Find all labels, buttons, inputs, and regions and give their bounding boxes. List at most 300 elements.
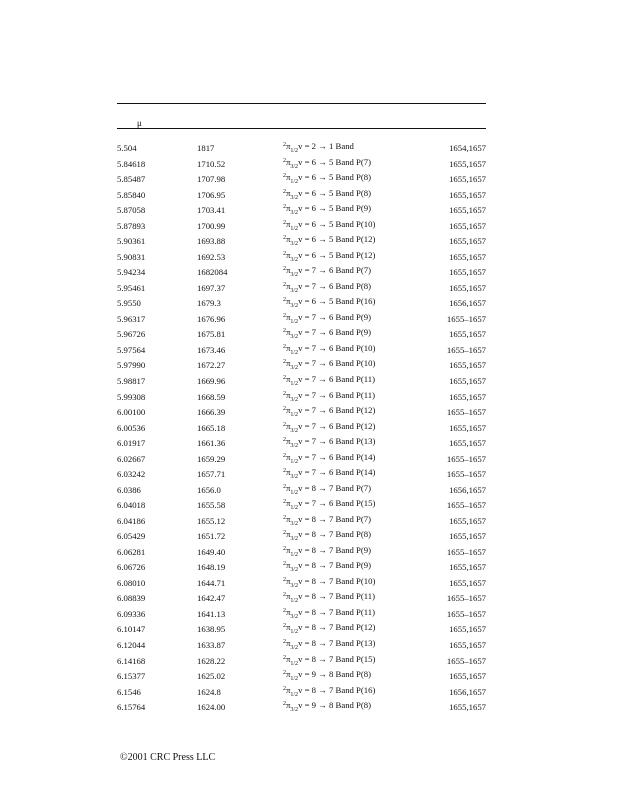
omega-subscript: 3/2 bbox=[290, 536, 299, 543]
omega-subscript: 1/2 bbox=[290, 629, 299, 636]
wavenumber-cell: 1706.95 bbox=[197, 189, 226, 200]
reference-cell: 1655,1657 bbox=[449, 251, 486, 262]
term-symbol: π bbox=[286, 560, 291, 571]
transition-text: v = 7 → 6 Band P(15) bbox=[298, 498, 376, 509]
transition-cell bbox=[283, 452, 375, 464]
term-symbol: π bbox=[286, 451, 291, 462]
multiplicity-superscript: 2 bbox=[283, 374, 286, 381]
transition-text: v = 8 → 7 Band P(16) bbox=[298, 684, 376, 695]
omega-subscript: 3/2 bbox=[290, 474, 299, 481]
omega-subscript: 3/2 bbox=[290, 303, 299, 310]
transition-text: v = 6 → 5 Band P(9) bbox=[298, 203, 372, 214]
omega-subscript: 3/2 bbox=[290, 334, 299, 341]
wavenumber-cell: 1651.72 bbox=[197, 531, 226, 542]
transition-cell bbox=[283, 514, 371, 526]
wavenumber-cell: 1682084 bbox=[197, 267, 228, 278]
term-symbol: π bbox=[286, 498, 291, 509]
reference-cell: 1655–1657 bbox=[446, 655, 486, 666]
transition-text: v = 8 → 7 Band P(8) bbox=[298, 529, 372, 540]
omega-subscript: 1/2 bbox=[290, 412, 299, 419]
term-symbol: π bbox=[286, 436, 291, 447]
wavenumber-cell: 1693.88 bbox=[197, 236, 226, 247]
transition-text: v = 8 → 7 Band P(13) bbox=[298, 638, 376, 648]
multiplicity-superscript: 2 bbox=[283, 437, 286, 444]
transition-text: v = 7 → 6 Band P(14) bbox=[298, 451, 376, 462]
term-symbol: π bbox=[286, 622, 291, 633]
wavelength-cell: 5.96726 bbox=[117, 329, 146, 340]
omega-subscript: 3/2 bbox=[290, 443, 299, 450]
term-symbol: π bbox=[286, 156, 291, 167]
reference-cell: 1655–1657 bbox=[446, 546, 486, 557]
term-symbol: π bbox=[286, 389, 291, 400]
transition-text: v = 7 → 6 Band P(8) bbox=[298, 280, 372, 291]
omega-subscript: 3/2 bbox=[290, 272, 299, 279]
reference-cell: 1655,1657 bbox=[449, 236, 486, 247]
transition-cell bbox=[283, 358, 375, 370]
transition-cell bbox=[283, 560, 371, 572]
transition-cell bbox=[283, 390, 375, 402]
transition-text: v = 7 → 6 Band P(7) bbox=[298, 265, 372, 276]
transition-cell bbox=[283, 343, 375, 355]
wavenumber-cell: 1679.3 bbox=[197, 298, 221, 309]
term-symbol: π bbox=[286, 405, 291, 416]
omega-subscript: 1/2 bbox=[290, 225, 299, 232]
wavenumber-cell: 1656.0 bbox=[197, 484, 221, 495]
reference-cell: 1655,1657 bbox=[449, 360, 486, 371]
transition-cell bbox=[283, 188, 371, 200]
wavenumber-cell: 1633.87 bbox=[197, 640, 226, 650]
data-table bbox=[117, 143, 486, 718]
multiplicity-superscript: 2 bbox=[283, 514, 286, 521]
transition-text: v = 7 → 6 Band P(11) bbox=[298, 373, 376, 384]
omega-subscript: 1/2 bbox=[290, 551, 299, 558]
term-symbol: π bbox=[286, 544, 291, 555]
term-symbol: π bbox=[286, 700, 291, 711]
transition-text: v = 8 → 7 Band P(9) bbox=[298, 544, 372, 555]
wavelength-cell: 5.94234 bbox=[117, 267, 146, 278]
wavenumber-cell: 1628.22 bbox=[197, 655, 226, 666]
transition-cell bbox=[283, 529, 371, 541]
wavenumber-cell: 1692.53 bbox=[197, 251, 226, 262]
multiplicity-superscript: 2 bbox=[283, 250, 286, 257]
wavenumber-cell: 1624.8 bbox=[197, 686, 221, 697]
omega-subscript: 3/2 bbox=[290, 427, 299, 434]
omega-subscript: 1/2 bbox=[290, 458, 299, 465]
term-symbol: π bbox=[286, 280, 291, 291]
transition-cell bbox=[283, 265, 371, 277]
multiplicity-superscript: 2 bbox=[283, 530, 286, 537]
wavenumber-cell: 1624.00 bbox=[197, 702, 226, 713]
wavenumber-cell: 1659.29 bbox=[197, 453, 226, 464]
term-symbol: π bbox=[286, 482, 291, 493]
multiplicity-superscript: 2 bbox=[283, 297, 286, 304]
term-symbol: π bbox=[286, 141, 291, 151]
transition-text: v = 8 → 7 Band P(10) bbox=[298, 575, 376, 586]
transition-text: v = 8 → 7 Band P(12) bbox=[298, 622, 376, 633]
transition-text: v = 7 → 6 Band P(12) bbox=[298, 405, 376, 416]
multiplicity-superscript: 2 bbox=[283, 670, 286, 677]
term-symbol: π bbox=[286, 265, 291, 276]
multiplicity-superscript: 2 bbox=[283, 266, 286, 273]
term-symbol: π bbox=[286, 467, 291, 478]
wavenumber-cell: 1700.99 bbox=[197, 220, 226, 231]
multiplicity-superscript: 2 bbox=[283, 623, 286, 630]
table-header-rule bbox=[117, 128, 486, 129]
reference-cell: 1655,1657 bbox=[449, 174, 486, 185]
reference-cell: 1656,1657 bbox=[449, 686, 486, 697]
wavelength-cell: 5.90831 bbox=[117, 251, 146, 262]
omega-subscript: 1/2 bbox=[290, 660, 299, 667]
multiplicity-superscript: 2 bbox=[283, 483, 286, 490]
reference-cell: 1655–1657 bbox=[446, 453, 486, 464]
transition-cell bbox=[283, 498, 375, 510]
transition-text: v = 6 → 5 Band P(16) bbox=[298, 296, 376, 307]
omega-subscript: 1/2 bbox=[290, 179, 299, 186]
term-symbol: π bbox=[286, 513, 291, 524]
transition-text: v = 7 → 6 Band P(10) bbox=[298, 342, 376, 353]
term-symbol: π bbox=[286, 311, 291, 322]
transition-text: v = 7 → 6 Band P(11) bbox=[298, 389, 376, 400]
wavenumber-cell: 1655.58 bbox=[197, 500, 226, 511]
transition-cell bbox=[283, 545, 371, 557]
transition-cell bbox=[283, 172, 371, 184]
wavenumber-cell: 1672.27 bbox=[197, 360, 226, 371]
transition-cell bbox=[283, 576, 375, 588]
reference-cell: 1655–1657 bbox=[446, 469, 486, 480]
omega-subscript: 3/2 bbox=[290, 582, 299, 589]
omega-subscript: 3/2 bbox=[290, 163, 299, 170]
wavenumber-cell: 1697.37 bbox=[197, 282, 226, 293]
reference-cell: 1655,1657 bbox=[449, 438, 486, 449]
term-symbol: π bbox=[286, 203, 291, 214]
transition-cell bbox=[283, 374, 375, 386]
multiplicity-superscript: 2 bbox=[283, 576, 286, 583]
omega-subscript: 3/2 bbox=[290, 613, 299, 620]
transition-text: v = 7 → 6 Band P(9) bbox=[298, 311, 372, 322]
term-symbol: π bbox=[286, 591, 291, 602]
reference-cell: 1655,1657 bbox=[449, 282, 486, 293]
transition-cell bbox=[283, 296, 375, 308]
reference-cell: 1655,1657 bbox=[449, 189, 486, 200]
transition-text: v = 8 → 7 Band P(7) bbox=[298, 513, 372, 524]
multiplicity-superscript: 2 bbox=[283, 359, 286, 366]
reference-cell: 1655,1657 bbox=[449, 220, 486, 231]
reference-cell: 1655,1657 bbox=[449, 702, 486, 713]
reference-cell: 1655,1657 bbox=[449, 158, 486, 169]
omega-subscript: 3/2 bbox=[290, 210, 299, 217]
wavelength-cell: 6.04018 bbox=[117, 500, 146, 511]
wavelength-cell: 5.95461 bbox=[117, 282, 146, 293]
omega-subscript: 3/2 bbox=[290, 567, 299, 574]
wavenumber-cell: 1644.71 bbox=[197, 577, 226, 588]
transition-text: v = 7 → 6 Band P(13) bbox=[298, 436, 376, 447]
table-row bbox=[117, 702, 486, 718]
reference-cell: 1655,1657 bbox=[449, 577, 486, 588]
multiplicity-superscript: 2 bbox=[283, 173, 286, 180]
term-symbol: π bbox=[286, 606, 291, 617]
reference-cell: 1656,1657 bbox=[449, 298, 486, 309]
reference-cell: 1655–1657 bbox=[446, 608, 486, 619]
wavelength-cell: 6.06726 bbox=[117, 562, 146, 573]
transition-cell bbox=[283, 203, 371, 215]
multiplicity-superscript: 2 bbox=[283, 468, 286, 475]
reference-cell: 1655–1657 bbox=[446, 344, 486, 355]
multiplicity-superscript: 2 bbox=[283, 685, 286, 692]
transition-cell bbox=[283, 421, 375, 433]
omega-subscript: 1/2 bbox=[290, 148, 299, 154]
wavenumber-cell: 1642.47 bbox=[197, 593, 226, 604]
transition-text: v = 9 → 8 Band P(8) bbox=[298, 700, 372, 711]
transition-text: v = 7 → 6 Band P(10) bbox=[298, 358, 376, 369]
omega-subscript: 1/2 bbox=[290, 349, 299, 356]
wavelength-cell: 6.14168 bbox=[117, 655, 146, 666]
omega-subscript: 3/2 bbox=[290, 287, 299, 294]
transition-cell bbox=[283, 157, 371, 169]
transition-text: v = 8 → 7 Band P(11) bbox=[298, 606, 376, 617]
transition-cell bbox=[283, 622, 375, 634]
wavelength-cell: 6.03242 bbox=[117, 469, 146, 480]
transition-text: v = 8 → 7 Band P(15) bbox=[298, 653, 376, 664]
transition-text: v = 6 → 5 Band P(8) bbox=[298, 187, 372, 198]
omega-subscript: 1/2 bbox=[290, 691, 299, 698]
wavenumber-cell: 1655.12 bbox=[197, 515, 226, 526]
transition-cell bbox=[283, 654, 375, 666]
wavelength-cell: 6.06281 bbox=[117, 546, 146, 557]
wavenumber-cell: 1657.71 bbox=[197, 469, 226, 480]
omega-subscript: 3/2 bbox=[290, 707, 299, 714]
multiplicity-superscript: 2 bbox=[283, 312, 286, 319]
term-symbol: π bbox=[286, 327, 291, 338]
wavelength-cell: 5.9550 bbox=[117, 298, 141, 309]
transition-cell bbox=[283, 483, 371, 495]
wavelength-cell: 5.85487 bbox=[117, 174, 146, 185]
transition-cell bbox=[283, 467, 375, 479]
transition-text: v = 9 → 8 Band P(8) bbox=[298, 669, 372, 680]
wavenumber-cell: 1710.52 bbox=[197, 158, 226, 169]
reference-cell: 1655,1657 bbox=[449, 671, 486, 682]
wavelength-cell: 5.87058 bbox=[117, 205, 146, 216]
term-symbol: π bbox=[286, 420, 291, 431]
reference-cell: 1655,1657 bbox=[449, 422, 486, 433]
wavelength-cell: 6.08010 bbox=[117, 577, 146, 588]
omega-subscript: 1/2 bbox=[290, 318, 299, 325]
transition-text: v = 8 → 7 Band P(9) bbox=[298, 560, 372, 571]
multiplicity-superscript: 2 bbox=[283, 452, 286, 459]
term-symbol: π bbox=[286, 575, 291, 586]
multiplicity-superscript: 2 bbox=[283, 204, 286, 211]
wavelength-cell: 6.1546 bbox=[117, 686, 141, 697]
wavelength-cell: 6.05429 bbox=[117, 531, 146, 542]
transition-cell bbox=[283, 638, 375, 650]
term-symbol: π bbox=[286, 358, 291, 369]
transition-text: v = 6 → 5 Band P(12) bbox=[298, 249, 376, 260]
transition-cell bbox=[283, 327, 371, 339]
reference-cell: 1655,1657 bbox=[449, 375, 486, 386]
transition-text: v = 8 → 7 Band P(7) bbox=[298, 482, 372, 493]
wavelength-cell: 6.00100 bbox=[117, 407, 146, 418]
wavenumber-cell: 1649.40 bbox=[197, 546, 226, 557]
transition-text: v = 6 → 5 Band P(12) bbox=[298, 234, 376, 245]
transition-text: v = 2 → 1 Band bbox=[298, 141, 354, 151]
omega-subscript: 3/2 bbox=[290, 194, 299, 201]
reference-cell: 1655–1657 bbox=[446, 313, 486, 324]
reference-cell: 1655,1657 bbox=[449, 640, 486, 650]
wavelength-cell: 6.08839 bbox=[117, 593, 146, 604]
wavelength-cell: 6.15764 bbox=[117, 702, 146, 713]
wavenumber-cell: 1673.46 bbox=[197, 344, 226, 355]
reference-cell: 1654,1657 bbox=[449, 143, 486, 153]
wavelength-cell: 5.90361 bbox=[117, 236, 146, 247]
transition-cell bbox=[283, 607, 375, 619]
multiplicity-superscript: 2 bbox=[283, 343, 286, 350]
wavenumber-cell: 1648.19 bbox=[197, 562, 226, 573]
wavelength-cell: 6.04186 bbox=[117, 515, 146, 526]
multiplicity-superscript: 2 bbox=[283, 701, 286, 708]
term-symbol: π bbox=[286, 187, 291, 198]
reference-cell: 1655,1657 bbox=[449, 562, 486, 573]
omega-subscript: 1/2 bbox=[290, 380, 299, 387]
reference-cell: 1656,1657 bbox=[449, 484, 486, 495]
reference-cell: 1655,1657 bbox=[449, 205, 486, 216]
transition-cell bbox=[283, 250, 375, 262]
term-symbol: π bbox=[286, 653, 291, 664]
term-symbol: π bbox=[286, 218, 291, 229]
wavelength-cell: 5.99308 bbox=[117, 391, 146, 402]
transition-cell bbox=[283, 219, 375, 231]
multiplicity-superscript: 2 bbox=[283, 639, 286, 645]
wavenumber-cell: 1817 bbox=[197, 143, 215, 153]
transition-cell bbox=[283, 312, 371, 324]
omega-subscript: 3/2 bbox=[290, 396, 299, 403]
transition-cell bbox=[283, 234, 375, 246]
term-symbol: π bbox=[286, 684, 291, 695]
wavelength-cell: 6.10147 bbox=[117, 624, 146, 635]
multiplicity-superscript: 2 bbox=[283, 406, 286, 413]
wavelength-cell: 5.504 bbox=[117, 143, 137, 153]
reference-cell: 1655,1657 bbox=[449, 515, 486, 526]
multiplicity-superscript: 2 bbox=[283, 545, 286, 552]
transition-cell bbox=[283, 436, 375, 448]
transition-cell bbox=[283, 281, 371, 293]
multiplicity-superscript: 2 bbox=[283, 235, 286, 242]
wavelength-cell: 5.97564 bbox=[117, 344, 146, 355]
wavelength-cell: 6.0386 bbox=[117, 484, 141, 495]
transition-cell bbox=[283, 700, 371, 712]
term-symbol: π bbox=[286, 373, 291, 384]
transition-text: v = 7 → 6 Band P(12) bbox=[298, 420, 376, 431]
wavelength-cell: 6.01917 bbox=[117, 438, 146, 449]
reference-cell: 1655,1657 bbox=[449, 267, 486, 278]
wavelength-cell: 5.96317 bbox=[117, 313, 146, 324]
transition-text: v = 6 → 5 Band P(8) bbox=[298, 172, 372, 183]
multiplicity-superscript: 2 bbox=[283, 188, 286, 195]
omega-subscript: 1/2 bbox=[290, 505, 299, 512]
omega-subscript: 3/2 bbox=[290, 365, 299, 372]
omega-subscript: 3/2 bbox=[290, 256, 299, 263]
wavelength-cell: 6.12044 bbox=[117, 640, 146, 650]
wavelength-cell: 5.98817 bbox=[117, 375, 146, 386]
reference-cell: 1655,1657 bbox=[449, 531, 486, 542]
transition-text: v = 7 → 6 Band P(9) bbox=[298, 327, 372, 338]
transition-text: v = 8 → 7 Band P(11) bbox=[298, 591, 376, 602]
omega-subscript: 3/2 bbox=[290, 520, 299, 527]
reference-cell: 1655–1657 bbox=[446, 407, 486, 418]
term-symbol: π bbox=[286, 638, 291, 648]
omega-subscript: 3/2 bbox=[290, 241, 299, 248]
omega-subscript: 1/2 bbox=[290, 676, 299, 683]
wavelength-cell: 6.00536 bbox=[117, 422, 146, 433]
wavenumber-cell: 1707.98 bbox=[197, 174, 226, 185]
wavenumber-cell: 1669.96 bbox=[197, 375, 226, 386]
transition-cell bbox=[283, 591, 375, 603]
wavenumber-cell: 1638.95 bbox=[197, 624, 226, 635]
wavenumber-cell: 1675.81 bbox=[197, 329, 226, 340]
reference-cell: 1655–1657 bbox=[446, 500, 486, 511]
wavenumber-cell: 1665.18 bbox=[197, 422, 226, 433]
multiplicity-superscript: 2 bbox=[283, 654, 286, 661]
multiplicity-superscript: 2 bbox=[283, 561, 286, 568]
transition-text: v = 6 → 5 Band P(7) bbox=[298, 156, 372, 167]
column-header-mu: μ bbox=[137, 118, 142, 128]
transition-cell bbox=[283, 405, 375, 417]
term-symbol: π bbox=[286, 342, 291, 353]
multiplicity-superscript: 2 bbox=[283, 142, 286, 148]
transition-cell bbox=[283, 141, 354, 153]
wavelength-cell: 5.84618 bbox=[117, 158, 146, 169]
term-symbol: π bbox=[286, 296, 291, 307]
multiplicity-superscript: 2 bbox=[283, 157, 286, 164]
wavelength-cell: 6.02667 bbox=[117, 453, 146, 464]
multiplicity-superscript: 2 bbox=[283, 390, 286, 397]
transition-text: v = 6 → 5 Band P(10) bbox=[298, 218, 376, 229]
term-symbol: π bbox=[286, 172, 291, 183]
multiplicity-superscript: 2 bbox=[283, 421, 286, 428]
reference-cell: 1655–1657 bbox=[446, 593, 486, 604]
wavenumber-cell: 1668.59 bbox=[197, 391, 226, 402]
term-symbol: π bbox=[286, 529, 291, 540]
omega-subscript: 1/2 bbox=[290, 598, 299, 605]
wavelength-cell: 5.97990 bbox=[117, 360, 146, 371]
wavelength-cell: 6.09336 bbox=[117, 608, 146, 619]
wavelength-cell: 6.15377 bbox=[117, 671, 146, 682]
multiplicity-superscript: 2 bbox=[283, 328, 286, 335]
multiplicity-superscript: 2 bbox=[283, 592, 286, 599]
omega-subscript: 3/2 bbox=[290, 645, 299, 651]
omega-subscript: 1/2 bbox=[290, 489, 299, 496]
wavenumber-cell: 1676.96 bbox=[197, 313, 226, 324]
table-top-rule bbox=[117, 103, 486, 104]
term-symbol: π bbox=[286, 249, 291, 260]
transition-text: v = 7 → 6 Band P(14) bbox=[298, 467, 376, 478]
reference-cell: 1655,1657 bbox=[449, 624, 486, 635]
copyright-footer: ©2001 CRC Press LLC bbox=[120, 752, 216, 763]
wavenumber-cell: 1661.36 bbox=[197, 438, 226, 449]
reference-cell: 1655,1657 bbox=[449, 391, 486, 402]
multiplicity-superscript: 2 bbox=[283, 219, 286, 226]
wavelength-cell: 5.85840 bbox=[117, 189, 146, 200]
wavenumber-cell: 1641.13 bbox=[197, 608, 226, 619]
multiplicity-superscript: 2 bbox=[283, 281, 286, 288]
multiplicity-superscript: 2 bbox=[283, 499, 286, 506]
wavenumber-cell: 1666.39 bbox=[197, 407, 226, 418]
multiplicity-superscript: 2 bbox=[283, 607, 286, 614]
transition-cell bbox=[283, 669, 371, 681]
reference-cell: 1655,1657 bbox=[449, 329, 486, 340]
wavenumber-cell: 1625.02 bbox=[197, 671, 226, 682]
wavenumber-cell: 1703.41 bbox=[197, 205, 226, 216]
term-symbol: π bbox=[286, 669, 291, 680]
term-symbol: π bbox=[286, 234, 291, 245]
